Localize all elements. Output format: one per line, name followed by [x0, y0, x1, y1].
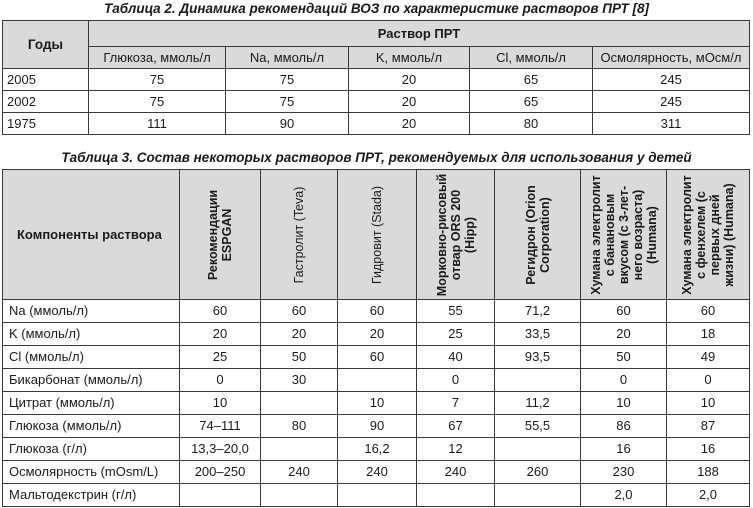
year-cell: 1975: [3, 113, 89, 135]
value-cell: 20: [338, 323, 417, 346]
group-header: Раствор ПРТ: [89, 21, 750, 47]
value-cell: 12: [417, 438, 495, 461]
value-cell: [338, 484, 417, 507]
value-cell: [261, 484, 338, 507]
column-header: K, ммоль/л: [349, 47, 470, 69]
value-cell: [261, 438, 338, 461]
column-header: Осмолярность, мОсм/л: [593, 47, 750, 69]
value-cell: 75: [226, 91, 349, 113]
table-row: [3, 69, 750, 91]
years-header: Годы: [3, 21, 89, 69]
value-cell: 33,5: [495, 323, 581, 346]
value-cell: 90: [338, 415, 417, 438]
value-cell: [495, 484, 581, 507]
table-row: [3, 415, 750, 438]
column-header-label: Гидровит (Stada): [370, 185, 384, 284]
value-cell: 0: [417, 369, 495, 392]
value-cell: 10: [180, 392, 261, 415]
value-cell: 67: [417, 415, 495, 438]
table2-caption: Таблица 2. Динамика рекомендаций ВОЗ по характеристике растворов ПРТ [8]: [104, 1, 649, 16]
value-cell: [338, 369, 417, 392]
value-cell: 311: [593, 113, 750, 135]
column-header-label: Хумана электролит с банановым вкусом (с 3-лет-него возраста) (Humana): [588, 174, 659, 295]
row-label: K (ммоль/л): [3, 323, 180, 346]
value-cell: 25: [180, 346, 261, 369]
table3-header-row: [3, 170, 750, 300]
value-cell: 71,2: [495, 300, 581, 323]
value-cell: 0: [667, 369, 750, 392]
value-cell: 80: [470, 113, 593, 135]
value-cell: 20: [581, 323, 667, 346]
value-cell: 13,3–20,0: [180, 438, 261, 461]
row-label: Глюкоза (г/л): [3, 438, 180, 461]
value-cell: 18: [667, 323, 750, 346]
value-cell: 49: [667, 346, 750, 369]
table-row: [3, 369, 750, 392]
column-header: [261, 170, 338, 300]
value-cell: 50: [261, 346, 338, 369]
column-header: [581, 170, 667, 300]
value-cell: 7: [417, 392, 495, 415]
value-cell: 55: [417, 300, 495, 323]
value-cell: 11,2: [495, 392, 581, 415]
column-header-label: Регидрон (Orion Corporation): [523, 184, 552, 285]
value-cell: 25: [417, 323, 495, 346]
value-cell: [180, 484, 261, 507]
column-header: Na, ммоль/л: [226, 47, 349, 69]
value-cell: 111: [89, 113, 226, 135]
value-cell: 10: [581, 392, 667, 415]
value-cell: 20: [349, 69, 470, 91]
row-label: Cl (ммоль/л): [3, 346, 180, 369]
value-cell: 65: [470, 91, 593, 113]
year-cell: 2002: [3, 91, 89, 113]
value-cell: 16,2: [338, 438, 417, 461]
value-cell: 30: [261, 369, 338, 392]
value-cell: 245: [593, 91, 750, 113]
value-cell: 20: [261, 323, 338, 346]
value-cell: 55,5: [495, 415, 581, 438]
value-cell: 60: [338, 346, 417, 369]
table-row: [3, 91, 750, 113]
value-cell: 0: [180, 369, 261, 392]
value-cell: 75: [89, 69, 226, 91]
value-cell: 16: [667, 438, 750, 461]
value-cell: 230: [581, 461, 667, 484]
table-row: [3, 392, 750, 415]
table3-caption: Таблица 3. Состав некоторых растворов ПРТ, рекомендуемых для использования у детей: [61, 150, 692, 165]
column-header: Глюкоза, ммоль/л: [89, 47, 226, 69]
value-cell: 10: [667, 392, 750, 415]
table-row: [3, 484, 750, 507]
value-cell: 245: [593, 69, 750, 91]
value-cell: 74–111: [180, 415, 261, 438]
value-cell: 90: [226, 113, 349, 135]
row-label: Бикарбонат (ммоль/л): [3, 369, 180, 392]
value-cell: 20: [349, 91, 470, 113]
value-cell: 0: [581, 369, 667, 392]
value-cell: 200–250: [180, 461, 261, 484]
column-header-label: Гастролит (Teva): [292, 186, 306, 283]
value-cell: 40: [417, 346, 495, 369]
value-cell: 65: [470, 69, 593, 91]
row-label: Осмолярность (mOsm/L): [3, 461, 180, 484]
column-header-label: Морковно-рисовый отвар ORS 200 (Hipp): [434, 173, 477, 296]
table3-body: [3, 300, 750, 507]
table-row: [3, 323, 750, 346]
row-label: Мальтодекстрин (г/л): [3, 484, 180, 507]
value-cell: 93,5: [495, 346, 581, 369]
value-cell: 240: [417, 461, 495, 484]
value-cell: 188: [667, 461, 750, 484]
value-cell: 80: [261, 415, 338, 438]
value-cell: 60: [667, 300, 750, 323]
value-cell: 50: [581, 346, 667, 369]
value-cell: 87: [667, 415, 750, 438]
value-cell: 60: [338, 300, 417, 323]
value-cell: [495, 369, 581, 392]
value-cell: 240: [338, 461, 417, 484]
table-row: [3, 346, 750, 369]
column-header: [338, 170, 417, 300]
value-cell: 260: [495, 461, 581, 484]
value-cell: 60: [581, 300, 667, 323]
year-cell: 2005: [3, 69, 89, 91]
table-row: [3, 461, 750, 484]
value-cell: 75: [89, 91, 226, 113]
value-cell: 2,0: [581, 484, 667, 507]
value-cell: 86: [581, 415, 667, 438]
table3: [2, 169, 750, 507]
value-cell: 16: [581, 438, 667, 461]
value-cell: 20: [349, 113, 470, 135]
value-cell: 60: [180, 300, 261, 323]
components-header: Компоненты раствора: [3, 170, 180, 300]
value-cell: 75: [226, 69, 349, 91]
column-header: [667, 170, 750, 300]
column-header: [417, 170, 495, 300]
value-cell: [417, 484, 495, 507]
value-cell: 20: [180, 323, 261, 346]
table-row: [3, 300, 750, 323]
value-cell: 240: [261, 461, 338, 484]
value-cell: [495, 438, 581, 461]
table2: [2, 20, 750, 135]
column-header: [495, 170, 581, 300]
column-header: Cl, ммоль/л: [470, 47, 593, 69]
table-row: [3, 113, 750, 135]
value-cell: 2,0: [667, 484, 750, 507]
table-row: [3, 438, 750, 461]
column-header: [180, 170, 261, 300]
value-cell: 60: [261, 300, 338, 323]
row-label: Глюкоза (ммоль/л): [3, 415, 180, 438]
row-label: Na (ммоль/л): [3, 300, 180, 323]
value-cell: [261, 392, 338, 415]
column-header-label: Хумана электролит с фенхелем (с первых дней жизни) (Humana): [680, 174, 736, 295]
column-header-label: Рекомендации ESPGAN: [206, 189, 234, 280]
row-label: Цитрат (ммоль/л): [3, 392, 180, 415]
value-cell: 10: [338, 392, 417, 415]
